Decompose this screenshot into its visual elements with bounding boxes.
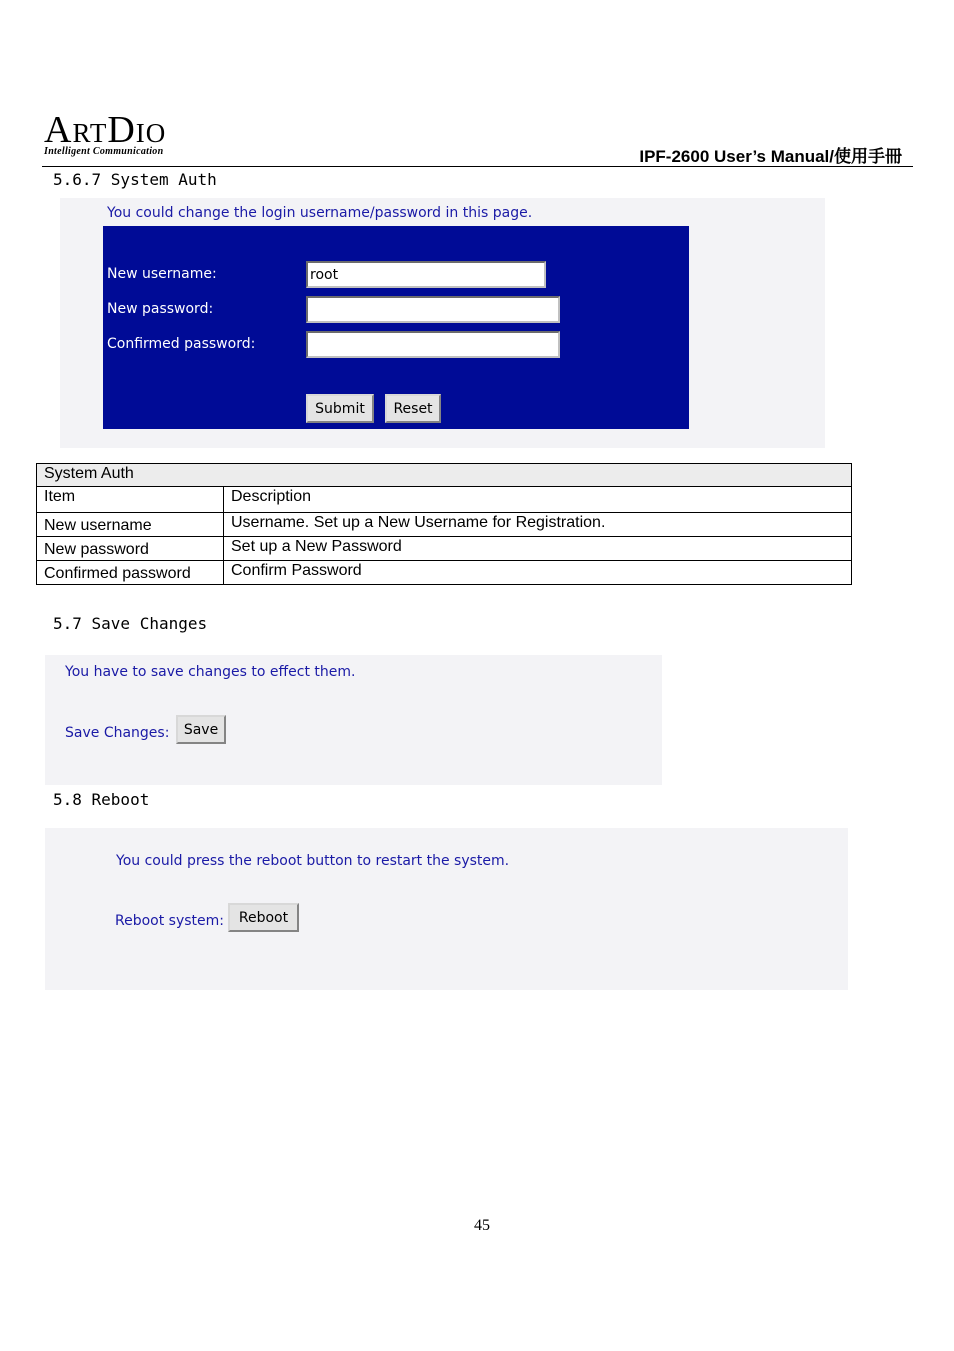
table-header-cell: Description: [224, 487, 852, 513]
table-header-row: [37, 487, 852, 513]
table-cell-description: Confirm Password: [224, 561, 852, 585]
table-row: [37, 561, 852, 585]
reboot-label: Reboot system:: [115, 913, 224, 929]
save-changes-intro: You have to save changes to effect them.: [65, 664, 356, 680]
system-auth-form: [103, 226, 689, 429]
reboot-button[interactable]: Reboot: [228, 903, 299, 932]
table-cell-item: New username: [37, 513, 224, 537]
submit-button[interactable]: Submit: [306, 394, 374, 423]
section-heading-system-auth: 5.6.7 System Auth: [53, 170, 217, 189]
reset-button[interactable]: Reset: [385, 394, 441, 423]
logo-wordmark: ARTDIO: [44, 109, 167, 151]
artdio-logo: [44, 110, 184, 160]
table-row: [37, 513, 852, 537]
table-cell-description: Set up a New Password: [224, 537, 852, 561]
table-cell-item: New password: [37, 537, 224, 561]
logo-tagline: Intelligent Communication: [44, 146, 164, 157]
header-divider: [42, 166, 913, 167]
username-label: New username:: [107, 266, 217, 282]
section-heading-save-changes: 5.7 Save Changes: [53, 614, 208, 633]
password-input[interactable]: [306, 296, 560, 323]
section-heading-reboot: 5.8 Reboot: [53, 790, 150, 809]
save-changes-label: Save Changes:: [65, 725, 170, 741]
table-caption: System Auth: [37, 464, 852, 487]
page-number: 45: [474, 1217, 490, 1234]
reboot-intro: You could press the reboot button to restart the system.: [116, 853, 510, 869]
username-input[interactable]: [306, 261, 546, 288]
system-auth-table: [36, 463, 852, 585]
table-cell-item: Confirmed password: [37, 561, 224, 585]
manual-title: IPF-2600 User’s Manual/使用手冊: [639, 147, 902, 166]
table-header-cell: Item: [37, 487, 224, 513]
table-cell-description: Username. Set up a New Username for Registration.: [224, 513, 852, 537]
save-button[interactable]: Save: [176, 715, 226, 744]
table-row: [37, 537, 852, 561]
confirm-password-label: Confirmed password:: [107, 336, 256, 352]
system-auth-intro: You could change the login username/password in this page.: [107, 205, 533, 221]
confirm-password-input[interactable]: [306, 331, 560, 358]
password-label: New password:: [107, 301, 214, 317]
